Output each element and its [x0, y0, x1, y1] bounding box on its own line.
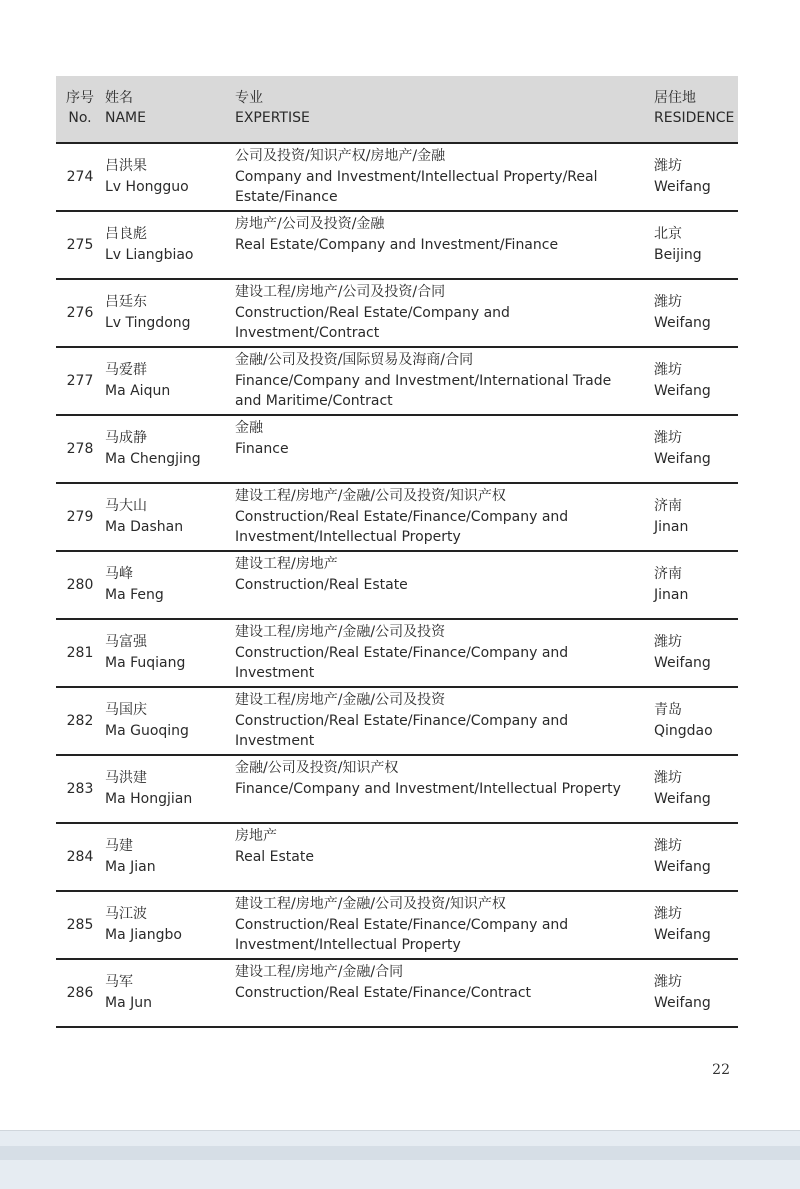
expertise-line: Investment/Intellectual Property: [235, 529, 461, 545]
expertise-line: 房地产/公司及投资/金融: [235, 216, 385, 232]
row-name: [105, 632, 233, 673]
lawyer-table: [56, 76, 738, 1028]
name-zh: 马爱群: [105, 362, 147, 378]
expertise-line: and Maritime/Contract: [235, 393, 393, 409]
expertise-line: 建设工程/房地产/金融/公司及投资: [235, 692, 446, 708]
row-name: [105, 156, 233, 197]
residence-en: Weifang: [654, 450, 711, 467]
expertise-line: 建设工程/房地产/金融/合同: [235, 964, 404, 980]
row-residence: [654, 360, 740, 401]
row-name: [105, 904, 233, 945]
expertise-line: Finance/Company and Investment/International Trade: [235, 372, 612, 389]
expertise-line: 建设工程/房地产/金融/公司及投资/知识产权: [235, 896, 506, 912]
residence-en: Beijing: [654, 246, 702, 263]
row-expertise: [235, 418, 645, 459]
residence-zh: 潍坊: [654, 294, 682, 310]
table-row: [56, 892, 738, 960]
expertise-line: Construction/Real Estate/Finance/Company and: [235, 712, 569, 729]
residence-en: Weifang: [654, 994, 711, 1011]
expertise-line: 金融/公司及投资/国际贸易及海商/合同: [235, 352, 474, 368]
expertise-line: 建设工程/房地产/金融/公司及投资: [235, 624, 446, 640]
row-name: [105, 428, 233, 469]
row-residence: [654, 700, 740, 741]
row-residence: [654, 836, 740, 877]
table-row: [56, 484, 738, 552]
row-number: 283: [66, 781, 94, 797]
header-no: [56, 88, 104, 128]
row-number: 278: [66, 441, 94, 457]
name-zh: 吕良彪: [105, 226, 147, 242]
residence-en: Weifang: [654, 790, 711, 807]
name-en: Lv Hongguo: [105, 178, 189, 195]
residence-en: Weifang: [654, 314, 711, 331]
name-en: Lv Tingdong: [105, 314, 191, 331]
expertise-line: 金融/公司及投资/知识产权: [235, 760, 399, 776]
row-name: [105, 700, 233, 741]
viewer-bottom-strip: [0, 1146, 800, 1160]
name-zh: 马峰: [105, 566, 133, 582]
row-number: 279: [66, 509, 94, 525]
residence-zh: 潍坊: [654, 838, 682, 854]
expertise-line: Finance/Company and Investment/Intellectual Property: [235, 780, 621, 797]
row-name: [105, 496, 233, 537]
expertise-line: 公司及投资/知识产权/房地产/金融: [235, 148, 446, 164]
header-residence-zh: 居住地: [654, 90, 696, 106]
row-number: 285: [66, 917, 94, 933]
row-residence: [654, 224, 740, 265]
residence-en: Weifang: [654, 382, 711, 399]
row-name: [105, 292, 233, 333]
residence-zh: 潍坊: [654, 906, 682, 922]
expertise-line: 建设工程/房地产/金融/公司及投资/知识产权: [235, 488, 506, 504]
row-residence: [654, 768, 740, 809]
table-row: [56, 620, 738, 688]
expertise-line: 建设工程/房地产/公司及投资/合同: [235, 284, 446, 300]
name-en: Ma Jun: [105, 994, 152, 1011]
page-number: 22: [712, 1062, 730, 1078]
expertise-line: Construction/Real Estate/Finance/Company and: [235, 916, 569, 933]
row-expertise: [235, 962, 645, 1003]
residence-en: Weifang: [654, 654, 711, 671]
row-number: 280: [66, 577, 94, 593]
row-residence: [654, 292, 740, 333]
expertise-line: 房地产: [235, 828, 277, 844]
table-row: [56, 756, 738, 824]
expertise-line: Investment/Intellectual Property: [235, 937, 461, 953]
name-en: Ma Hongjian: [105, 790, 193, 807]
row-residence: [654, 564, 740, 605]
row-expertise: [235, 894, 645, 956]
header-expertise-en: EXPERTISE: [235, 110, 310, 126]
header-no-en: No.: [68, 110, 92, 126]
name-en: Ma Aiqun: [105, 382, 171, 399]
expertise-line: Construction/Real Estate/Finance/Contract: [235, 984, 532, 1001]
residence-en: Jinan: [654, 518, 689, 535]
name-en: Ma Fuqiang: [105, 654, 186, 671]
name-zh: 马建: [105, 838, 133, 854]
row-number: 282: [66, 713, 94, 729]
name-en: Ma Chengjing: [105, 450, 201, 467]
row-expertise: [235, 350, 645, 412]
expertise-line: Investment: [235, 733, 315, 749]
residence-en: Jinan: [654, 586, 689, 603]
residence-zh: 北京: [654, 226, 682, 242]
row-residence: [654, 496, 740, 537]
header-residence-en: RESIDENCE: [654, 110, 735, 126]
residence-zh: 潍坊: [654, 770, 682, 786]
row-number: 281: [66, 645, 94, 661]
row-residence: [654, 156, 740, 197]
residence-en: Weifang: [654, 926, 711, 943]
residence-zh: 潍坊: [654, 430, 682, 446]
expertise-line: Finance: [235, 440, 289, 457]
table-row: [56, 960, 738, 1028]
header-expertise-zh: 专业: [235, 90, 263, 106]
expertise-line: Construction/Real Estate/Finance/Company and: [235, 508, 569, 525]
row-name: [105, 564, 233, 605]
table-row: [56, 280, 738, 348]
residence-zh: 潍坊: [654, 974, 682, 990]
header-name: [105, 88, 233, 128]
row-expertise: [235, 282, 645, 344]
residence-zh: 青岛: [654, 702, 682, 718]
name-zh: 马成静: [105, 430, 147, 446]
row-residence: [654, 904, 740, 945]
name-en: Ma Feng: [105, 586, 164, 603]
table-header: [56, 76, 738, 144]
row-number: 286: [66, 985, 94, 1001]
residence-zh: 潍坊: [654, 362, 682, 378]
row-name: [105, 224, 233, 265]
residence-en: Weifang: [654, 858, 711, 875]
residence-en: Qingdao: [654, 722, 713, 739]
residence-zh: 潍坊: [654, 158, 682, 174]
table-row: [56, 212, 738, 280]
name-zh: 马富强: [105, 634, 147, 650]
row-expertise: [235, 214, 645, 255]
name-zh: 吕洪果: [105, 158, 147, 174]
name-zh: 吕廷东: [105, 294, 147, 310]
row-number: 274: [66, 169, 94, 185]
name-zh: 马国庆: [105, 702, 147, 718]
expertise-line: Construction/Real Estate: [235, 576, 408, 593]
row-expertise: [235, 826, 645, 867]
residence-zh: 济南: [654, 566, 682, 582]
row-number: 284: [66, 849, 94, 865]
row-name: [105, 836, 233, 877]
row-expertise: [235, 146, 645, 208]
expertise-line: Real Estate: [235, 848, 314, 865]
row-name: [105, 360, 233, 401]
table-row: [56, 824, 738, 892]
name-zh: 马军: [105, 974, 133, 990]
residence-zh: 潍坊: [654, 634, 682, 650]
row-expertise: [235, 554, 645, 595]
row-residence: [654, 972, 740, 1013]
row-expertise: [235, 758, 645, 799]
table-body: [56, 144, 738, 1028]
residence-en: Weifang: [654, 178, 711, 195]
table-row: [56, 552, 738, 620]
name-zh: 马江波: [105, 906, 147, 922]
expertise-line: Investment/Contract: [235, 325, 380, 341]
row-name: [105, 768, 233, 809]
name-en: Ma Dashan: [105, 518, 184, 535]
row-expertise: [235, 622, 645, 684]
expertise-line: Investment: [235, 665, 315, 681]
row-number: 277: [66, 373, 94, 389]
expertise-line: Estate/Finance: [235, 189, 338, 205]
residence-zh: 济南: [654, 498, 682, 514]
expertise-line: Real Estate/Company and Investment/Finance: [235, 236, 559, 253]
expertise-line: Construction/Real Estate/Company and: [235, 304, 510, 321]
expertise-line: 金融: [235, 420, 263, 436]
name-zh: 马大山: [105, 498, 147, 514]
row-residence: [654, 632, 740, 673]
row-expertise: [235, 690, 645, 752]
row-number: 275: [66, 237, 94, 253]
table-row: [56, 144, 738, 212]
header-name-zh: 姓名: [105, 90, 133, 106]
name-en: Lv Liangbiao: [105, 246, 194, 263]
header-residence: [654, 88, 740, 128]
row-number: 276: [66, 305, 94, 321]
row-residence: [654, 428, 740, 469]
expertise-line: Construction/Real Estate/Finance/Company and: [235, 644, 569, 661]
header-name-en: NAME: [105, 110, 146, 126]
header-no-zh: 序号: [66, 90, 94, 106]
name-en: Ma Jian: [105, 858, 156, 875]
row-name: [105, 972, 233, 1013]
table-row: [56, 416, 738, 484]
header-expertise: [235, 88, 645, 128]
table-row: [56, 348, 738, 416]
name-en: Ma Guoqing: [105, 722, 189, 739]
table-row: [56, 688, 738, 756]
row-expertise: [235, 486, 645, 548]
expertise-line: Company and Investment/Intellectual Property/Real: [235, 168, 598, 185]
name-en: Ma Jiangbo: [105, 926, 182, 943]
expertise-line: 建设工程/房地产: [235, 556, 338, 572]
name-zh: 马洪建: [105, 770, 147, 786]
